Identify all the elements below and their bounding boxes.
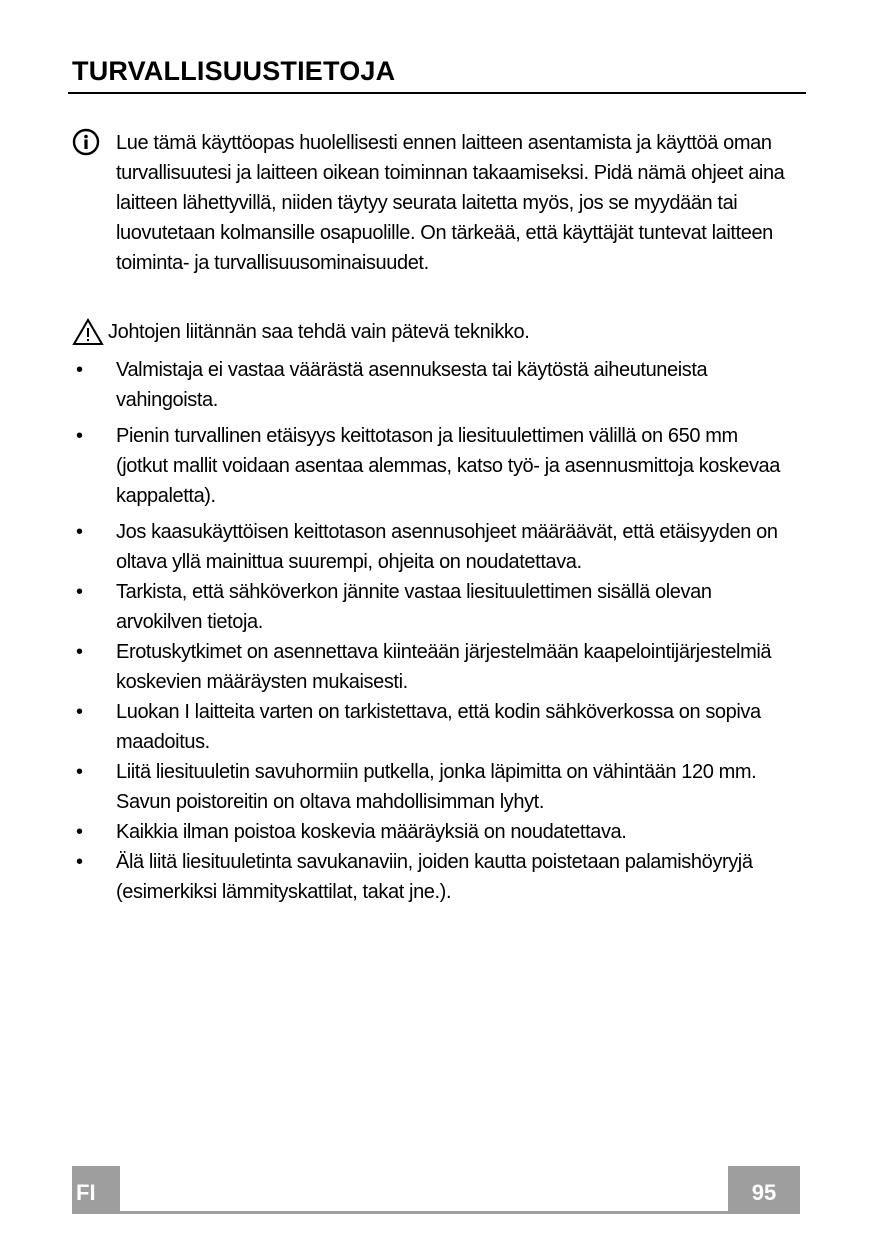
safety-list [72, 355, 792, 907]
page-title: TURVALLISUUSTIETOJA [72, 56, 396, 86]
warning-text: Johtojen liitännän saa tehdä vain pätevä teknikko. [108, 321, 530, 343]
footer-divider [120, 1211, 728, 1214]
list-item: • Erotuskytkimet on asennettava kiinteään järjestelmään kaapelointijärjestelmiä koskevien määräysten mukaisesti. [72, 637, 792, 697]
list-item: • Kaikkia ilman poistoa koskevia määräyksiä on noudatettava. [72, 817, 792, 847]
list-item: • Liitä liesituuletin savuhormiin putkella, jonka läpimitta on vähintään 120 mm. Savun poistoreitin on oltava mahdollisimman lyhyt. [72, 757, 792, 817]
list-item: • Älä liitä liesituuletinta savukanaviin, joiden kautta poistetaan palamishöyryjä (esimerkiksi lämmityskattilat, takat jne.). [72, 847, 792, 907]
page-number: 95 [728, 1166, 800, 1214]
list-item: • Jos kaasukäyttöisen keittotason asennusohjeet määräävät, että etäisyyden on oltava yllä mainittua suurempi, ohjeita on noudatettava. [72, 517, 792, 577]
list-item: • Tarkista, että sähköverkon jännite vastaa liesituulettimen sisällä olevan arvokilven tietoja. [72, 577, 792, 637]
info-icon [72, 128, 100, 156]
list-item: • Valmistaja ei vastaa väärästä asennuksesta tai käytöstä aiheutuneista vahingoista. [72, 355, 792, 415]
list-item: • Luokan I laitteita varten on tarkistettava, että kodin sähköverkossa on sopiva maadoitus. [72, 697, 792, 757]
warning-notice [72, 317, 529, 347]
info-notice [72, 128, 792, 278]
info-text: Lue tämä käyttöopas huolellisesti ennen laitteen asentamista ja käyttöä oman turvallisuutesi ja laitteen oikean toiminnan takaamiseksi. Pidä nämä ohjeet aina laitteen lähettyvillä, niiden täytyy seurata laitetta myös, jos se myydään tai luovutetaan kolmansille osapuolille. On tärkeää, että käyttäjät tuntevat laitteen toiminta- ja turvallisuusominaisuudet. [116, 132, 785, 274]
warning-icon [72, 317, 104, 347]
title-underline [68, 92, 806, 94]
language-tab: FI [72, 1166, 120, 1214]
list-item: • Pienin turvallinen etäisyys keittotason ja liesituulettimen välillä on 650 mm (jotkut mallit voidaan asentaa alemmas, katso työ- ja asennusmittoja koskevaa kappaletta). [72, 421, 792, 511]
